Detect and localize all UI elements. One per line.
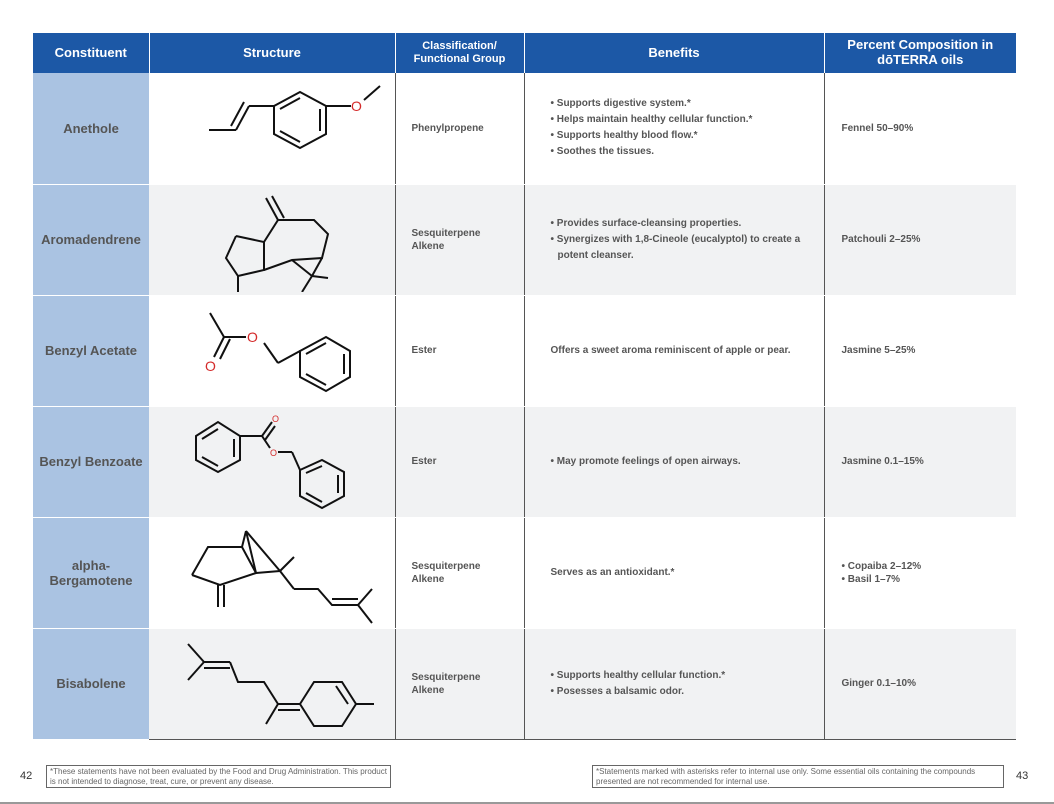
structure-cell <box>149 184 395 295</box>
benefits-cell <box>524 628 824 739</box>
percent-list <box>842 560 1017 586</box>
percent-cell <box>824 184 1016 295</box>
percent-cell <box>824 628 1016 739</box>
percent-line: Ginger 0.1–10% <box>841 678 916 689</box>
header-constituent: Constituent <box>33 33 149 73</box>
benefit-item: • May promote feelings of open airways. <box>551 454 816 470</box>
classification-cell <box>395 73 524 184</box>
constituent-name: Anethole <box>33 73 149 184</box>
percent-item: • Basil 1–7% <box>842 573 1017 586</box>
table-row <box>33 628 1016 739</box>
classification-line: Sesquiterpene <box>411 560 481 572</box>
benefit-item: • Supports healthy cellular function.* <box>551 668 816 684</box>
benefits-list <box>551 96 816 160</box>
benefit-item: • Helps maintain healthy cellular function.* <box>551 112 816 128</box>
table-header-row <box>33 33 1016 73</box>
aromadendrene-structure-icon <box>152 188 392 292</box>
benefits-list <box>551 668 816 700</box>
bergamotene-structure-icon <box>152 521 392 625</box>
constituent-name: Aromadendrene <box>33 184 149 295</box>
percent-line: Fennel 50–90% <box>841 122 914 134</box>
footnote-fda: *These statements have not been evaluated by the Food and Drug Administration. This product is not intended to diagnose, treat, cure, or prevent any disease. <box>46 765 391 788</box>
percent-cell <box>824 73 1016 184</box>
oxygen-label: O <box>269 447 277 458</box>
table-row <box>33 184 1016 295</box>
oxygen-label: O <box>350 98 362 115</box>
classification-line: Sesquiterpene <box>411 671 481 683</box>
benefit-item: • Provides surface-cleansing properties. <box>551 216 816 232</box>
anethole-structure-icon <box>152 78 392 178</box>
oxygen-label: O <box>246 328 258 345</box>
percent-cell <box>824 406 1016 517</box>
benefits-cell <box>524 295 824 406</box>
benefits-cell <box>524 406 824 517</box>
bisabolene-structure-icon <box>152 632 392 736</box>
benefits-cell <box>524 517 824 628</box>
percent-line: Patchouli 2–25% <box>841 234 921 245</box>
page-number-right: 43 <box>1016 770 1029 782</box>
table-row <box>33 73 1016 184</box>
table-row <box>33 517 1016 628</box>
classification-line: Ester <box>411 345 437 356</box>
benefits-list <box>551 454 816 470</box>
benefits-cell <box>524 73 824 184</box>
benefit-item: • Soothes the tissues. <box>551 144 816 160</box>
benefits-list <box>551 216 816 264</box>
page-number-left: 42 <box>20 770 33 782</box>
structure-cell <box>149 406 395 517</box>
classification-line: Alkene <box>411 240 445 252</box>
oxygen-label: O <box>271 413 279 424</box>
header-structure: Structure <box>149 33 395 73</box>
header-classification: Classification/ Functional Group <box>395 33 524 73</box>
classification-line: Alkene <box>411 684 445 696</box>
structure-cell <box>149 517 395 628</box>
table-row <box>33 406 1016 517</box>
footnote-internal-use: *Statements marked with asterisks refer to internal use only. Some essential oils containing the compounds presented are not recommended for internal use. <box>592 765 1004 788</box>
classification-line: Phenylpropene <box>411 122 484 134</box>
classification-line: Sesquiterpene <box>411 227 481 239</box>
classification-cell <box>395 517 524 628</box>
structure-cell <box>149 628 395 739</box>
classification-cell <box>395 406 524 517</box>
percent-cell <box>824 517 1016 628</box>
constituent-name: Benzyl Acetate <box>33 295 149 406</box>
benzyl-acetate-structure-icon <box>152 301 392 401</box>
header-benefits: Benefits <box>524 33 824 73</box>
classification-cell <box>395 184 524 295</box>
benzyl-benzoate-structure-icon <box>152 410 392 514</box>
percent-cell <box>824 295 1016 406</box>
benefit-text: Serves as an antioxidant.* <box>550 567 675 578</box>
classification-cell <box>395 295 524 406</box>
structure-cell <box>149 73 395 184</box>
constituent-name: alpha-Bergamotene <box>33 517 149 628</box>
structure-cell <box>149 295 395 406</box>
oxygen-label: O <box>204 357 216 374</box>
constituent-name: Bisabolene <box>33 628 149 739</box>
benefit-item: • Supports healthy blood flow.* <box>551 128 816 144</box>
percent-line: Jasmine 5–25% <box>841 345 916 356</box>
constituent-name: Benzyl Benzoate <box>33 406 149 517</box>
benefit-text: Offers a sweet aroma reminiscent of apple or pear. <box>550 345 791 356</box>
benefit-item: • Supports digestive system.* <box>551 96 816 112</box>
benefits-cell <box>524 184 824 295</box>
classification-cell <box>395 628 524 739</box>
percent-item: • Copaiba 2–12% <box>842 560 1017 573</box>
benefit-item: • Posesses a balsamic odor. <box>551 684 816 700</box>
percent-line: Jasmine 0.1–15% <box>841 456 924 467</box>
benefit-item: • Synergizes with 1,8-Cineole (eucalyptol) to create a potent cleanser. <box>551 232 816 264</box>
classification-line: Ester <box>411 456 437 467</box>
table-row <box>33 295 1016 406</box>
constituents-table <box>33 33 1016 740</box>
classification-line: Alkene <box>411 573 445 585</box>
header-percent: Percent Composition in dōTERRA oils <box>824 33 1016 73</box>
